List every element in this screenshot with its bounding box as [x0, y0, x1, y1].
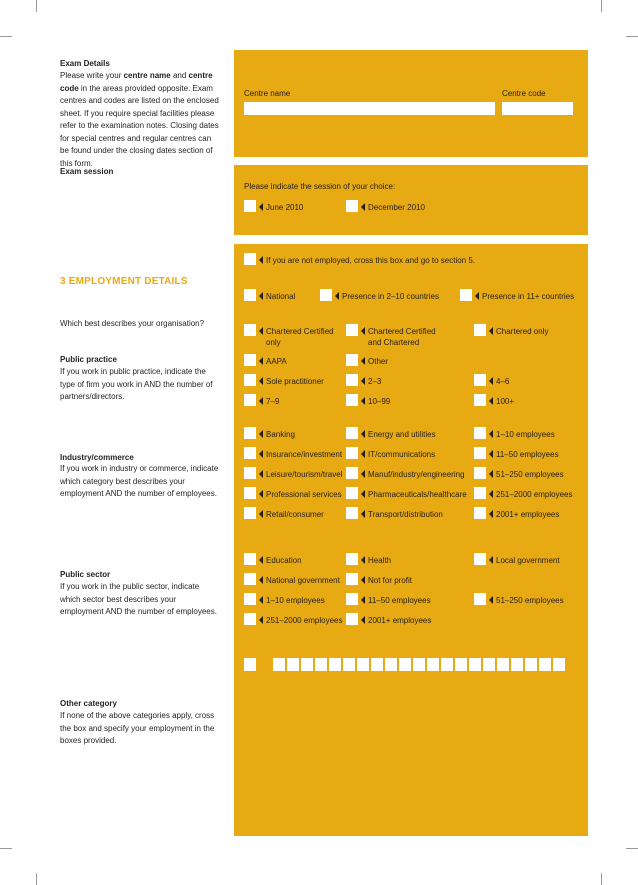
banking-label: Banking	[259, 429, 295, 440]
education-label: Education	[259, 555, 302, 566]
crop-mark	[36, 873, 37, 885]
other-specify-box[interactable]	[497, 658, 509, 671]
other-specify-box[interactable]	[287, 658, 299, 671]
it-label: IT/communications	[361, 449, 435, 460]
june-2010-label: June 2010	[259, 202, 303, 213]
crop-mark	[626, 36, 638, 37]
crop-mark	[0, 848, 12, 849]
partners-100-plus-checkbox[interactable]	[474, 394, 486, 406]
other-firm-checkbox[interactable]	[346, 354, 358, 366]
pub-1-10-checkbox[interactable]	[244, 593, 256, 605]
public-sector-description: If you work in the public sector, indicate which sector best describes your employment AND the number of employees.	[60, 582, 217, 616]
not-for-profit-label: Not for profit	[361, 575, 412, 586]
december-2010-label: December 2010	[361, 202, 425, 213]
pub-251-2000-label: 251–2000 employees	[259, 615, 343, 626]
industry-title: Industry/commerce	[60, 453, 134, 462]
national-label: National	[259, 291, 295, 302]
pub-11-50-label: 11–50 employees	[361, 595, 431, 606]
partners-4-6-label: 4–6	[489, 376, 509, 387]
chartered-certified-and-chartered-label: Chartered Certified and Chartered	[361, 326, 436, 348]
education-checkbox[interactable]	[244, 553, 256, 565]
partners-100-plus-label: 100+	[489, 396, 514, 407]
manuf-label: Manuf/industry/engineering	[361, 469, 465, 480]
crop-mark	[0, 36, 12, 37]
ind-251-2000-label: 251–2000 employees	[489, 489, 573, 500]
health-checkbox[interactable]	[346, 553, 358, 565]
other-specify-box[interactable]	[273, 658, 285, 671]
other-specify-box[interactable]	[343, 658, 355, 671]
ind-11-50-label: 11–50 employees	[489, 449, 559, 460]
transport-checkbox[interactable]	[346, 507, 358, 519]
partners-10-99-checkbox[interactable]	[346, 394, 358, 406]
other-specify-box[interactable]	[525, 658, 537, 671]
public-practice-description: If you work in public practice, indicate the type of firm you work in AND the number of partners/directors.	[60, 367, 213, 401]
presence-2-10-checkbox[interactable]	[320, 289, 332, 301]
other-specify-box[interactable]	[455, 658, 467, 671]
ind-51-250-checkbox[interactable]	[474, 467, 486, 479]
ind-251-2000-checkbox[interactable]	[474, 487, 486, 499]
crop-mark	[601, 873, 602, 885]
chartered-certified-only-label: Chartered Certified only	[259, 326, 334, 348]
pharma-label: Pharmaceuticals/healthcare	[361, 489, 467, 500]
national-government-label: National government	[259, 575, 340, 586]
other-specify-box[interactable]	[413, 658, 425, 671]
leisure-label: Leisure/tourism/travel	[259, 469, 342, 480]
sole-practitioner-checkbox[interactable]	[244, 374, 256, 386]
not-for-profit-checkbox[interactable]	[346, 573, 358, 585]
partners-4-6-checkbox[interactable]	[474, 374, 486, 386]
ind-1-10-checkbox[interactable]	[474, 427, 486, 439]
industry-description: If you work in industry or commerce, indicate which category best describes your employment AND the number of employees.	[60, 464, 219, 498]
session-prompt: Please indicate the session of your choice:	[244, 182, 396, 191]
crop-mark	[601, 0, 602, 12]
retail-label: Retail/consumer	[259, 509, 324, 520]
leisure-checkbox[interactable]	[244, 467, 256, 479]
energy-checkbox[interactable]	[346, 427, 358, 439]
energy-label: Energy and utilities	[361, 429, 436, 440]
other-specify-box[interactable]	[469, 658, 481, 671]
chartered-only-checkbox[interactable]	[474, 324, 486, 336]
professional-checkbox[interactable]	[244, 487, 256, 499]
insurance-checkbox[interactable]	[244, 447, 256, 459]
pub-11-50-checkbox[interactable]	[346, 593, 358, 605]
public-sector-title: Public sector	[60, 570, 111, 579]
other-specify-box[interactable]	[371, 658, 383, 671]
not-employed-label: If you are not employed, cross this box and go to section 5.	[259, 255, 475, 266]
chartered-certified-and-chartered-checkbox[interactable]	[346, 324, 358, 336]
crop-mark	[626, 848, 638, 849]
pub-1-10-label: 1–10 employees	[259, 595, 325, 606]
exam-session-panel	[234, 165, 588, 235]
pub-251-2000-checkbox[interactable]	[244, 613, 256, 625]
centre-name-field[interactable]	[244, 102, 495, 115]
other-specify-box[interactable]	[553, 658, 565, 671]
other-specify-box[interactable]	[329, 658, 341, 671]
december-2010-checkbox[interactable]	[346, 200, 358, 212]
exam-session-title: Exam session	[60, 167, 114, 176]
chartered-only-label: Chartered only	[489, 326, 548, 337]
other-specify-box[interactable]	[427, 658, 439, 671]
transport-label: Transport/distribution	[361, 509, 443, 520]
partners-2-3-checkbox[interactable]	[346, 374, 358, 386]
national-checkbox[interactable]	[244, 289, 256, 301]
local-government-label: Local government	[489, 555, 560, 566]
professional-label: Professional services	[259, 489, 342, 500]
other-specify-box[interactable]	[301, 658, 313, 671]
pharma-checkbox[interactable]	[346, 487, 358, 499]
health-label: Health	[361, 555, 391, 566]
it-checkbox[interactable]	[346, 447, 358, 459]
pub-51-250-checkbox[interactable]	[474, 593, 486, 605]
pub-2001-plus-label: 2001+ employees	[361, 615, 431, 626]
not-employed-checkbox[interactable]	[244, 253, 256, 265]
june-2010-checkbox[interactable]	[244, 200, 256, 212]
other-description: If none of the above categories apply, cross the box and specify your employment in the boxes provided.	[60, 711, 215, 745]
ind-2001-plus-checkbox[interactable]	[474, 507, 486, 519]
public-practice-title: Public practice	[60, 355, 117, 364]
partners-2-3-label: 2–3	[361, 376, 381, 387]
banking-checkbox[interactable]	[244, 427, 256, 439]
other-specify-box[interactable]	[511, 658, 523, 671]
presence-2-10-label: Presence in 2–10 countries	[335, 291, 439, 302]
chartered-certified-only-checkbox[interactable]	[244, 324, 256, 336]
centre-name-label: Centre name	[244, 89, 291, 98]
partners-7-9-checkbox[interactable]	[244, 394, 256, 406]
local-government-checkbox[interactable]	[474, 553, 486, 565]
insurance-label: Insurance/investment	[259, 449, 342, 460]
crop-mark	[36, 0, 37, 12]
exam-details-text: Please write your centre name and centre code in the areas provided opposite. Exam centres and codes are listed on the enclosed sheet. If you require special facilities please refer to the examination notes. Closing dates for special centres and regular centres can be found under the closing dates section of this form.	[60, 71, 219, 168]
pub-51-250-label: 51–250 employees	[489, 595, 564, 606]
other-specify-box[interactable]	[399, 658, 411, 671]
other-specify-box[interactable]	[385, 658, 397, 671]
national-government-checkbox[interactable]	[244, 573, 256, 585]
centre-code-field[interactable]	[502, 102, 573, 115]
presence-11-plus-checkbox[interactable]	[460, 289, 472, 301]
ind-51-250-label: 51–250 employees	[489, 469, 564, 480]
ind-11-50-checkbox[interactable]	[474, 447, 486, 459]
ind-1-10-label: 1–10 employees	[489, 429, 555, 440]
other-specify-box[interactable]	[539, 658, 551, 671]
centre-code-label: Centre code	[502, 89, 546, 98]
partners-10-99-label: 10–99	[361, 396, 390, 407]
manuf-checkbox[interactable]	[346, 467, 358, 479]
sole-practitioner-label: Sole practitioner	[259, 376, 324, 387]
other-firm-label: Other	[361, 356, 388, 367]
retail-checkbox[interactable]	[244, 507, 256, 519]
other-specify-box[interactable]	[441, 658, 453, 671]
other-specify-box[interactable]	[357, 658, 369, 671]
ind-2001-plus-label: 2001+ employees	[489, 509, 559, 520]
other-title: Other category	[60, 699, 117, 708]
exam-details-title: Exam Details	[60, 59, 110, 68]
section-heading: 3 EMPLOYMENT DETAILS	[60, 276, 188, 287]
pub-2001-plus-checkbox[interactable]	[346, 613, 358, 625]
other-specify-box[interactable]	[315, 658, 327, 671]
other-specify-box[interactable]	[483, 658, 495, 671]
aapa-checkbox[interactable]	[244, 354, 256, 366]
other-category-checkbox[interactable]	[244, 658, 256, 671]
presence-11-plus-label: Presence in 11+ countries	[475, 291, 574, 302]
partners-7-9-label: 7–9	[259, 396, 279, 407]
org-question: Which best describes your organisation?	[60, 319, 205, 328]
aapa-label: AAPA	[259, 356, 287, 367]
